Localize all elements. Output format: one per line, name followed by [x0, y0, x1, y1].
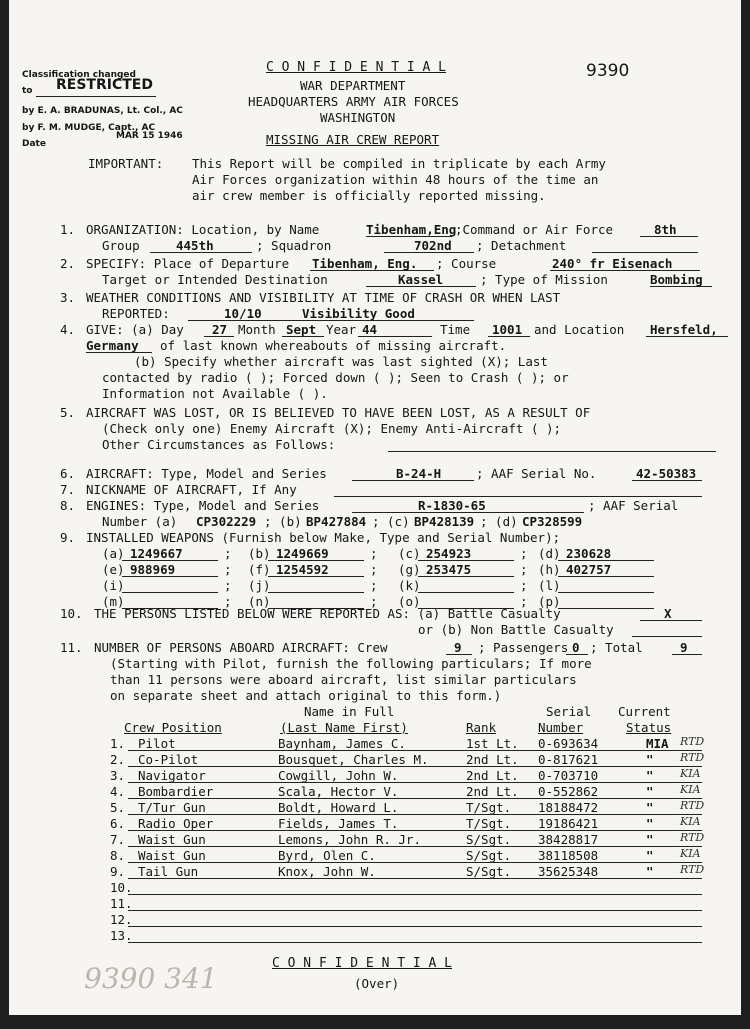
weapon-label: (g): [398, 562, 421, 577]
weapon-separator: ;: [224, 546, 232, 561]
weapon-label: (h): [538, 562, 561, 577]
header-city: WASHINGTON: [320, 110, 396, 125]
item-6-number: 6.: [60, 466, 76, 481]
crew-row-number: 12.: [110, 912, 133, 927]
item-11-line-2: (Starting with Pilot, furnish the following particulars; If more: [110, 656, 592, 671]
item-1-label: ORGANIZATION: Location, by Name: [86, 222, 320, 237]
item-8-label: ENGINES: Type, Model and Series: [86, 498, 320, 513]
crew-status-note: RTD: [680, 735, 705, 748]
item-4-contacted: contacted by radio ( ); Forced down ( ); Seen to Crash ( ); or: [102, 370, 569, 385]
item-4-whereabouts: of last known whereabouts of missing aircraft.: [160, 338, 507, 353]
weapon-separator: ;: [520, 546, 528, 561]
item-1-group: 445th: [176, 238, 214, 253]
crew-row-rule: [128, 878, 702, 879]
footer-classification: C O N F I D E N T I A L: [272, 956, 453, 971]
crew-row-rule: [128, 910, 702, 911]
item-8-number-label: Number (a): [102, 514, 178, 529]
item-1-command-rule: [640, 236, 698, 237]
weapon-serial: 1254592: [276, 562, 329, 577]
item-8-number: 8.: [60, 498, 76, 513]
header-serial-a: Serial: [546, 704, 592, 719]
item-11-total-rule: [672, 654, 702, 655]
important-line-3: air crew member is officially reported missing.: [192, 188, 546, 203]
item-10-number: 10.: [60, 606, 83, 621]
weapon-rule: [418, 576, 514, 577]
item-4-day-rule: [204, 336, 234, 337]
item-1-squadron-rule: [384, 252, 474, 253]
crew-row-number: 3.: [110, 768, 126, 783]
item-3-reported-label: REPORTED:: [102, 306, 170, 321]
crew-status: ": [646, 800, 654, 815]
item-3-number: 3.: [60, 290, 76, 305]
crew-row-number: 5.: [110, 800, 126, 815]
item-1-location: Tibenham,Eng: [366, 222, 457, 237]
item-11-passengers: 0: [572, 640, 580, 655]
item-4-time-rule: [488, 336, 530, 337]
item-1-command: 8th: [654, 222, 677, 237]
crew-row-rule: [128, 926, 702, 927]
item-2-number: 2.: [60, 256, 76, 271]
crew-position: Waist Gun: [138, 832, 206, 847]
item-4-give-label: GIVE: (a) Day: [86, 322, 184, 337]
weapon-separator: ;: [370, 578, 378, 593]
report-number: 9390: [586, 61, 630, 81]
crew-rank: 2nd Lt.: [466, 768, 519, 783]
item-11-number: 11.: [60, 640, 83, 655]
crew-status-note: RTD: [680, 863, 705, 876]
crew-position: Waist Gun: [138, 848, 206, 863]
item-2-label: SPECIFY: Place of Departure: [86, 256, 290, 271]
item-11-crew: 9: [454, 640, 462, 655]
item-1-number: 1.: [60, 222, 76, 237]
header-name-a: Name in Full: [304, 704, 395, 719]
item-11-total: 9: [680, 640, 688, 655]
aircraft-type: B-24-H: [396, 466, 442, 481]
item-11-line-3: than 11 persons were aboard aircraft, list similar particulars: [110, 672, 577, 687]
item-3-visibility: Visibility Good: [302, 306, 415, 321]
item-4-location-label: and Location: [534, 322, 625, 337]
crew-row-number: 10.: [110, 880, 133, 895]
weapon-label: (f): [248, 562, 271, 577]
footer-over: (Over): [354, 976, 400, 991]
item-4-year-label: Year: [326, 322, 357, 337]
crew-serial: 0-703710: [538, 768, 599, 783]
crew-serial: 38118508: [538, 848, 599, 863]
item-2-course: 240° fr Eisenach: [552, 256, 673, 271]
weapon-rule: [558, 560, 654, 561]
crew-position: Radio Oper: [138, 816, 214, 831]
header-serial-b: Number: [538, 720, 584, 735]
scan-edge-left: [0, 0, 9, 1029]
weapon-separator: ;: [224, 562, 232, 577]
item-10-line-1: THE PERSONS LISTED BELOW WERE REPORTED AS: (a) Battle Casualty: [94, 606, 561, 621]
header-department: WAR DEPARTMENT: [300, 78, 406, 93]
weapon-rule: [418, 608, 514, 609]
stamp-date-label: Date: [22, 139, 46, 149]
crew-serial: 0-552862: [538, 784, 599, 799]
header-name-b: (Last Name First): [280, 720, 408, 735]
crew-position: Bombardier: [138, 784, 214, 799]
crew-serial: 18188472: [538, 800, 599, 815]
crew-position: Co-Pilot: [138, 752, 199, 767]
crew-row-number: 7.: [110, 832, 126, 847]
crew-row-number: 2.: [110, 752, 126, 767]
item-4-location: Hersfeld,: [650, 322, 718, 337]
crew-status-note: KIA: [680, 847, 701, 860]
item-1-command-label: ;Command or Air Force: [455, 222, 614, 237]
crew-row-number: 6.: [110, 816, 126, 831]
crew-status: ": [646, 784, 654, 799]
item-2-mission: Bombing: [650, 272, 703, 287]
report-title: MISSING AIR CREW REPORT: [266, 132, 440, 147]
item-6-serial-rule: [632, 480, 702, 481]
item-1-location-rule: [366, 236, 452, 237]
weapon-rule: [268, 592, 364, 593]
stamp-line-1: Classification changed: [22, 70, 136, 80]
crew-name: Bousquet, Charles M.: [278, 752, 429, 767]
item-1-squadron: 702nd: [414, 238, 452, 253]
weapon-label: (b): [248, 546, 271, 561]
crew-row-number: 8.: [110, 848, 126, 863]
crew-status: ": [646, 848, 654, 863]
item-2-departure-rule: [310, 270, 434, 271]
header-status-b: Status: [626, 720, 672, 735]
weapon-label: (l): [538, 578, 561, 593]
crew-row-number: 4.: [110, 784, 126, 799]
item-8-serial-label: ; AAF Serial: [588, 498, 679, 513]
crew-row-number: 9.: [110, 864, 126, 879]
weapon-rule: [268, 608, 364, 609]
item-2-mission-rule: [650, 286, 712, 287]
crew-name: Knox, John W.: [278, 864, 376, 879]
weapon-label: (k): [398, 578, 421, 593]
crew-row-rule: [128, 798, 702, 799]
weapon-rule: [418, 560, 514, 561]
item-6-type-rule: [352, 480, 474, 481]
stamp-line-4: by F. M. MUDGE, Capt., AC: [22, 123, 156, 133]
crew-status-note: RTD: [680, 831, 705, 844]
crew-row-number: 1.: [110, 736, 126, 751]
item-3-weather: 10/10: [224, 306, 262, 321]
weapon-label: (o): [398, 594, 421, 609]
item-2-target-rule: [366, 286, 476, 287]
crew-status-note: KIA: [680, 783, 701, 796]
item-4-location-2-rule: [86, 352, 152, 353]
crew-serial: 35625348: [538, 864, 599, 879]
item-4-year-rule: [358, 336, 432, 337]
item-6-label: AIRCRAFT: Type, Model and Series: [86, 466, 327, 481]
weapon-separator: ;: [520, 562, 528, 577]
crew-rank: S/Sgt.: [466, 848, 512, 863]
item-5-line-2: (Check only one) Enemy Aircraft (X); Enemy Anti-Aircraft ( );: [102, 421, 562, 436]
crew-name: Lemons, John R. Jr.: [278, 832, 421, 847]
crew-row-rule: [128, 782, 702, 783]
crew-rank: 2nd Lt.: [466, 752, 519, 767]
crew-rank: T/Sgt.: [466, 816, 512, 831]
crew-row-rule: [128, 766, 702, 767]
item-11-passengers-rule: [566, 654, 588, 655]
weapon-separator: ;: [520, 594, 528, 609]
crew-row-rule: [128, 942, 702, 943]
stamp-date-value: MAR 15 1946: [116, 131, 183, 141]
stamp-line-3: by E. A. BRADUNAS, Lt. Col., AC: [22, 106, 183, 116]
weapon-serial: 253475: [426, 562, 472, 577]
crew-rank: S/Sgt.: [466, 832, 512, 847]
crew-name: Cowgill, John W.: [278, 768, 399, 783]
item-8-engine-rule: [352, 512, 584, 513]
crew-status: ": [646, 752, 654, 767]
weapon-label: (e): [102, 562, 125, 577]
crew-row-number: 11.: [110, 896, 133, 911]
weapon-separator: ;: [370, 594, 378, 609]
crew-status-note: RTD: [680, 751, 705, 764]
weapon-label: (a): [102, 546, 125, 561]
crew-status: ": [646, 864, 654, 879]
weapon-rule: [558, 608, 654, 609]
item-11-crew-rule: [446, 654, 472, 655]
weapon-separator: ;: [224, 578, 232, 593]
item-6-serial-label: ; AAF Serial No.: [476, 466, 597, 481]
item-2-target-label: Target or Intended Destination: [102, 272, 328, 287]
item-1-detachment-rule: [592, 252, 698, 253]
item-4-month-label: Month: [238, 322, 276, 337]
item-9-label: INSTALLED WEAPONS (Furnish below Make, Type and Serial Number);: [86, 530, 561, 545]
weapon-label: (p): [538, 594, 561, 609]
item-10-rule-1: [640, 620, 702, 621]
weapon-serial: 254923: [426, 546, 472, 561]
weapon-rule: [268, 560, 364, 561]
item-2-departure: Tibenham, Eng.: [312, 256, 418, 271]
item-3-label: WEATHER CONDITIONS AND VISIBILITY AT TIME OF CRASH OR WHEN LAST: [86, 290, 561, 305]
item-4-year: 44: [362, 322, 378, 337]
item-1-squadron-label: ; Squadron: [256, 238, 332, 253]
scan-edge-right: [741, 0, 750, 1029]
crew-position: T/Tur Gun: [138, 800, 206, 815]
item-4-time-label: Time: [440, 322, 471, 337]
crew-name: Fields, James T.: [278, 816, 399, 831]
engine-c: BP428139: [414, 514, 475, 529]
weapon-rule: [122, 560, 218, 561]
important-label: IMPORTANT:: [88, 156, 164, 171]
weapon-rule: [558, 592, 654, 593]
engine-b-label: ; (b): [264, 514, 302, 529]
item-5-line-1: AIRCRAFT WAS LOST, OR IS BELIEVED TO HAVE BEEN LOST, AS A RESULT OF: [86, 405, 591, 420]
stamp-rule: [36, 96, 156, 97]
item-11-line-1c: ; Total: [590, 640, 643, 655]
aircraft-serial: 42-50383: [636, 466, 697, 481]
weapon-rule: [122, 576, 218, 577]
item-11-line-4: on separate sheet and attach original to this form.): [110, 688, 502, 703]
item-4-day: 27: [212, 322, 228, 337]
item-4-location-2: Germany: [86, 338, 139, 353]
engine-d-label: ; (d): [480, 514, 518, 529]
item-4-number: 4.: [60, 322, 76, 337]
crew-serial: 0-693634: [538, 736, 599, 751]
item-5-number: 5.: [60, 405, 76, 420]
item-10-line-2: or (b) Non Battle Casualty: [418, 622, 614, 637]
item-5-line-3: Other Circumstances as Follows:: [102, 437, 336, 452]
crew-rank: 1st Lt.: [466, 736, 519, 751]
crew-rank: S/Sgt.: [466, 864, 512, 879]
item-11-line-1a: NUMBER OF PERSONS ABOARD AIRCRAFT: Crew: [94, 640, 388, 655]
header-rank: Rank: [466, 720, 497, 735]
crew-name: Byrd, Olen C.: [278, 848, 376, 863]
engine-a: CP302229: [196, 514, 257, 529]
crew-name: Scala, Hector V.: [278, 784, 399, 799]
weapon-rule: [418, 592, 514, 593]
item-4-location-rule: [646, 336, 728, 337]
item-3-rule: [188, 320, 474, 321]
weapon-label: (c): [398, 546, 421, 561]
weapon-separator: ;: [370, 562, 378, 577]
crew-status: MIA: [646, 736, 669, 751]
crew-name: Boldt, Howard L.: [278, 800, 399, 815]
item-2-course-label: ; Course: [436, 256, 497, 271]
handwritten-number: 9390 341: [84, 962, 218, 995]
stamp-to-label: to: [22, 86, 33, 96]
crew-rank: 2nd Lt.: [466, 784, 519, 799]
item-2-mission-label: ; Type of Mission: [480, 272, 608, 287]
crew-status: ": [646, 832, 654, 847]
item-4-month-rule: [282, 336, 324, 337]
stamp-restricted: RESTRICTED: [56, 77, 153, 93]
scan-edge-bottom: [0, 1015, 750, 1029]
crew-row-rule: [128, 750, 702, 751]
item-5-rule: [388, 451, 716, 452]
weapon-rule: [122, 592, 218, 593]
weapon-label: (n): [248, 594, 271, 609]
item-4-month: Sept: [286, 322, 317, 337]
crew-row-rule: [128, 862, 702, 863]
item-10-rule-2: [632, 636, 702, 637]
crew-row-rule: [128, 830, 702, 831]
weapon-serial: 988969: [130, 562, 176, 577]
crew-status-note: KIA: [680, 815, 701, 828]
header-hq: HEADQUARTERS ARMY AIR FORCES: [248, 94, 459, 109]
engine-c-label: ; (c): [372, 514, 410, 529]
crew-row-rule: [128, 814, 702, 815]
weapon-label: (j): [248, 578, 271, 593]
weapon-separator: ;: [370, 546, 378, 561]
item-2-target: Kassel: [398, 272, 444, 287]
item-10-mark: X: [664, 606, 672, 621]
engine-b: BP427884: [306, 514, 367, 529]
crew-status: ": [646, 768, 654, 783]
crew-status: ": [646, 816, 654, 831]
item-9-number: 9.: [60, 530, 76, 545]
weapon-label: (d): [538, 546, 561, 561]
weapon-separator: ;: [520, 578, 528, 593]
item-4-last-sighted: (b) Specify whether aircraft was last sighted (X); Last: [134, 354, 548, 369]
engine-d: CP328599: [522, 514, 583, 529]
crew-name: Baynham, James C.: [278, 736, 406, 751]
important-line-2: Air Forces organization within 48 hours of the time an: [192, 172, 599, 187]
weapon-rule: [122, 608, 218, 609]
header-status-a: Current: [618, 704, 671, 719]
crew-position: Navigator: [138, 768, 206, 783]
crew-row-rule: [128, 894, 702, 895]
crew-serial: 0-817621: [538, 752, 599, 767]
weapon-serial: 402757: [566, 562, 612, 577]
crew-status-note: RTD: [680, 799, 705, 812]
crew-row-rule: [128, 846, 702, 847]
weapon-serial: 1249667: [130, 546, 183, 561]
item-2-course-rule: [550, 270, 700, 271]
crew-serial: 38428817: [538, 832, 599, 847]
header-position: Crew Position: [124, 720, 222, 735]
header-classification: C O N F I D E N T I A L: [266, 60, 447, 75]
weapon-separator: ;: [224, 594, 232, 609]
crew-rank: T/Sgt.: [466, 800, 512, 815]
item-1-group-rule: [150, 252, 252, 253]
engine-model: R-1830-65: [418, 498, 486, 513]
item-7-label: NICKNAME OF AIRCRAFT, If Any: [86, 482, 297, 497]
item-1-detachment-label: ; Detachment: [476, 238, 567, 253]
item-7-number: 7.: [60, 482, 76, 497]
weapon-rule: [558, 576, 654, 577]
weapon-rule: [268, 576, 364, 577]
item-7-rule: [334, 496, 702, 497]
crew-position: Tail Gun: [138, 864, 199, 879]
crew-status-note: KIA: [680, 767, 701, 780]
crew-serial: 19186421: [538, 816, 599, 831]
weapon-label: (i): [102, 578, 125, 593]
item-4-time: 1001: [492, 322, 523, 337]
important-line-1: This Report will be compiled in triplicate by each Army: [192, 156, 606, 171]
crew-row-number: 13.: [110, 928, 133, 943]
item-11-line-1b: ; Passengers: [478, 640, 569, 655]
weapon-serial: 230628: [566, 546, 612, 561]
item-1-group-label: Group: [102, 238, 140, 253]
item-4-not-available: Information not Available ( ).: [102, 386, 328, 401]
weapon-serial: 1249669: [276, 546, 329, 561]
weapon-label: (m): [102, 594, 125, 609]
crew-position: Pilot: [138, 736, 176, 751]
